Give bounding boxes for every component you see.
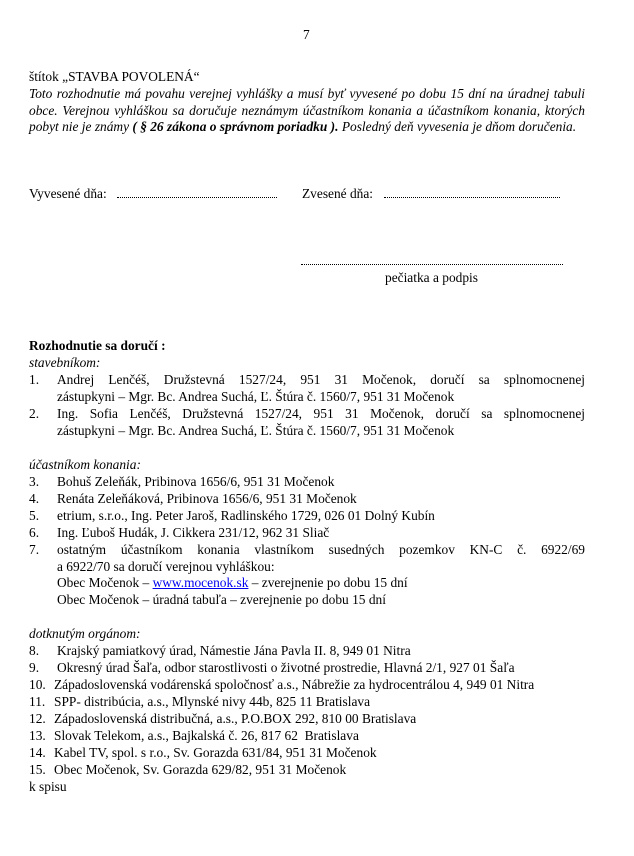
item7-line3-prefix: Obec Močenok – (57, 575, 153, 591)
item-number: 2. (29, 406, 40, 421)
item-number: 13. (29, 728, 46, 743)
posted-label: Vyvesené dňa: (29, 186, 107, 201)
posted-date-line (117, 197, 277, 198)
item-text: Kabel TV, spol. s r.o., Sv. Gorazda 631/84, 951 31 Močenok (54, 745, 377, 760)
item-text: Západoslovenská vodárenská spoločnosť a.s., Nábrežie za hydrocentrálou 4, 949 01 Nitra (54, 677, 535, 692)
item-number: 9. (29, 660, 40, 675)
item-text: Renáta Zeleňáková, Pribinova 1656/6, 951 31 Močenok (57, 491, 357, 506)
mocenok-website-link[interactable]: www.mocenok.sk (152, 575, 249, 591)
item-text (57, 406, 585, 439)
item-number: 11. (29, 694, 46, 709)
item-text: Ing. Ľuboš Hudák, J. Cikkera 231/12, 962 31 Sliač (57, 525, 330, 540)
item-text: Okresný úrad Šaľa, odbor starostlivosti o životné prostredie, Hlavná 2/1, 927 01 Šaľa (57, 660, 515, 675)
stamp-label: pečiatka a podpis (385, 270, 478, 285)
item7-line4: Obec Močenok – úradná tabuľa – zverejnenie po dobu 15 dní (57, 592, 386, 608)
item-text: Krajský pamiatkový úrad, Námestie Jána Pavla II. 8, 949 01 Nitra (57, 643, 411, 658)
item-text (57, 542, 585, 609)
file-label: k spisu (29, 779, 67, 794)
item-number: 14. (29, 745, 46, 760)
item-number: 8. (29, 643, 40, 658)
item-number: 3. (29, 474, 40, 489)
delivery-heading: Rozhodnutie sa doručí : (29, 338, 166, 353)
item-number: 6. (29, 525, 40, 540)
item-text: Bohuš Zeleňák, Pribinova 1656/6, 951 31 Močenok (57, 474, 335, 489)
builders-label: stavebníkom: (29, 355, 101, 370)
intro-text-2: Posledný deň vyvesenia je dňom doručenia. (338, 119, 577, 135)
item-number: 5. (29, 508, 40, 523)
removed-date-line (384, 197, 560, 198)
item-number: 12. (29, 711, 46, 726)
stamp-signature-line (301, 264, 563, 265)
item-text-line1: Andrej Lenčéš, Družstevná 1527/24, 951 31 Močenok, doručí sa splnomocnenej (57, 372, 585, 387)
item-text-line2: zástupkyni – Mgr. Bc. Andrea Suchá, Ľ. Štúra č. 1560/7, 951 31 Močenok (57, 422, 455, 438)
item-text-line1: Ing. Sofia Lenčéš, Družstevná 1527/24, 951 31 Močenok, doručí sa splnomocnenej (57, 406, 585, 421)
intro-text-1: Toto rozhodnutie má povahu verejnej vyhlášky a musí byť vyvesené po dobu 15 dní na úradnej tabuli obce. Verejnou vyhláškou sa doručuje neznámym účastníkom konania a účastníkom konania, ktorých pobyt nie je známy (29, 86, 585, 135)
item7-line3-suffix: – zverejnenie po dobu 15 dní (248, 575, 408, 591)
item-number: 4. (29, 491, 40, 506)
item7-line1: ostatným účastníkom konania vlastníkom susedných pozemkov KN-C č. 6922/69 (57, 542, 585, 557)
authorities-label: dotknutým orgánom: (29, 626, 141, 641)
removed-label: Zvesené dňa: (302, 186, 374, 201)
item-number: 15. (29, 762, 46, 777)
item-number: 1. (29, 372, 40, 387)
item-text: etrium, s.r.o., Ing. Peter Jaroš, Radlinského 1729, 026 01 Dolný Kubín (57, 508, 435, 523)
label-title-text: „STAVBA POVOLENÁ“ (62, 69, 200, 84)
item-text: Západoslovenská distribučná, a.s., P.O.BOX 292, 810 00 Bratislava (54, 711, 417, 726)
intro-legal-ref: ( § 26 zákona o správnom poriadku ). (132, 119, 339, 135)
label-prefix: štítok (29, 69, 59, 84)
item-text (57, 372, 585, 405)
intro-paragraph (29, 86, 585, 136)
item-number: 7. (29, 542, 40, 557)
participants-label: účastníkom konania: (29, 457, 141, 472)
item7-line3 (57, 575, 585, 592)
item-text: Slovak Telekom, a.s., Bajkalská č. 26, 817 62 Bratislava (54, 728, 359, 743)
item-text: Obec Močenok, Sv. Gorazda 629/82, 951 31 Močenok (54, 762, 347, 777)
item-text-line2: zástupkyni – Mgr. Bc. Andrea Suchá, Ľ. Štúra č. 1560/7, 951 31 Močenok (57, 388, 455, 404)
item7-line2: a 6922/70 sa doručí verejnou vyhláškou: (57, 558, 275, 574)
item-number: 10. (29, 677, 46, 692)
item-text: SPP- distribúcia, a.s., Mlynské nivy 44b, 825 11 Bratislava (54, 694, 371, 709)
label-title (29, 69, 200, 86)
page-number: 7 (303, 27, 310, 42)
